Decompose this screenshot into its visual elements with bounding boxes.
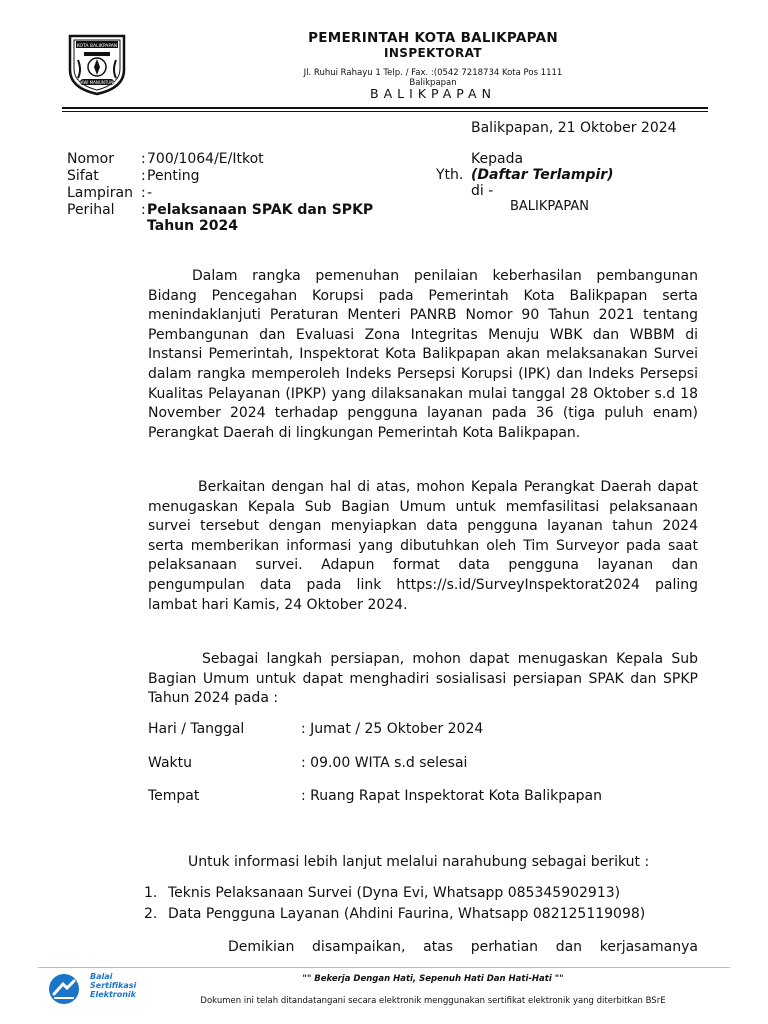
list-text: Teknis Pelaksanaan Survei (Dyna Evi, Whatsapp 085345902913) — [168, 885, 621, 901]
logo-text-bottom: GAWI MANUNTUNG — [77, 80, 117, 85]
footer-motto: "" Bekerja Dengan Hati, Sepenuh Hati Dan Hati-Hati "" — [302, 974, 564, 984]
meta-value: - — [147, 185, 153, 201]
meta-colon: : — [141, 202, 146, 218]
paragraph-3 — [148, 650, 698, 709]
recipient-yth: Yth. — [436, 167, 464, 183]
meta-value: Penting — [147, 168, 200, 184]
paragraph-text: Sebagai langkah persiapan, mohon dapat menugaskan Kepala Sub Bagian Umum untuk dapat menghadiri sosialisasi persiapan SPAK dan SPKP Tahun 2024 pada : — [148, 651, 698, 707]
unit-name: INSPEKTORAT — [383, 46, 482, 60]
meta-label: Lampiran — [67, 185, 134, 201]
meta-value: 700/1064/E/Itkot — [147, 151, 264, 167]
schedule-value: : Ruang Rapat Inspektorat Kota Balikpapan — [301, 788, 603, 804]
organization-name: PEMERINTAH KOTA BALIKPAPAN — [308, 30, 558, 46]
meta-value-subject-line2: Tahun 2024 — [147, 218, 238, 234]
meta-label: Sifat — [67, 168, 99, 184]
paragraph-text: Dalam rangka pemenuhan penilaian keberhasilan pembangunan Bidang Pencegahan Korupsi pada Pemerintah Kota Balikpapan serta menindaklanjuti Peraturan Menteri PANRB Nomor 90 Tahun 2021 tentang Pembangunan dan Evaluasi Zona Integritas Menuju WBK dan WBBM di Instansi Pemerintah, Inspektorat Kota Balikpapan akan melaksanakan Survei dalam rangka memperoleh Indeks Persepsi Korupsi (IPK) dan Indeks Persepsi Kualitas Pelayanan (IPKP) yang dilaksanakan mulai tanggal 28 Oktober s.d 18 November 2024 terhadap pengguna layanan pada 36 (tiga puluh enam) Perangkat Daerah di lingkungan Pemerintah Kota Balikpapan. — [148, 268, 698, 441]
bsre-logo — [46, 972, 156, 1006]
meta-value-subject: Pelaksanaan SPAK dan SPKP — [147, 202, 374, 218]
address — [150, 68, 716, 88]
contact-intro: Untuk informasi lebih lanjut melalui narahubung sebagai berikut : — [188, 854, 650, 870]
list-number: 1. — [144, 885, 158, 901]
schedule-value: : Jumat / 25 Oktober 2024 — [301, 721, 484, 737]
paragraph-2 — [148, 478, 698, 615]
bsre-text-2: Sertifikasi — [90, 981, 137, 990]
recipient-place: BALIKPAPAN — [510, 199, 589, 214]
list-item — [144, 883, 645, 904]
contact-list — [144, 883, 645, 925]
bsre-text-3: Elektronik — [90, 990, 136, 999]
list-text: Data Pengguna Layanan (Ahdini Faurina, Whatsapp 082125119098) — [168, 906, 646, 922]
recipient-di: di - — [471, 183, 494, 199]
schedule-value: : 09.00 WITA s.d selesai — [301, 755, 468, 771]
list-number: 2. — [144, 906, 158, 922]
paragraph-1 — [148, 267, 698, 443]
schedule-label: Hari / Tanggal — [148, 721, 245, 737]
logo-text-top: KOTA BALIKPAPAN — [76, 44, 118, 49]
recipient-name: (Daftar Terlampir) — [471, 167, 614, 183]
address-line-1: Jl. Ruhui Rahayu 1 Telp. / Fax. :(0542 7218734 Kota Pos 1111 — [303, 68, 563, 78]
bsre-text-1: Balai — [90, 972, 113, 981]
paragraph-text: Berkaitan dengan hal di atas, mohon Kepala Perangkat Daerah dapat menugaskan Kepala Sub Bagian Umum untuk memfasilitasi pelaksanaan survei tersebut dengan menyiapkan data pengguna layanan tahun 2024 serta memberikan informasi yang dibutuhkan oleh Tim Surveyor pada saat pelaksanaan survei. Adapun format data pengguna layanan dan pengumpulan data pada link https://s.id/SurveyInspektorat2024 paling lambat hari Kamis, 24 Oktober 2024. — [148, 479, 698, 613]
schedule-label: Tempat — [148, 788, 200, 804]
recipient-kepada: Kepada — [471, 151, 524, 167]
city-emblem-logo — [64, 30, 130, 96]
footer-disclaimer: Dokumen ini telah ditandatangani secara elektronik menggunakan sertifikat elektronik yang diterbitkan BSrE — [200, 996, 666, 1006]
schedule-label: Waktu — [148, 755, 192, 771]
letter-date: Balikpapan, 21 Oktober 2024 — [471, 120, 677, 136]
meta-colon: : — [141, 168, 146, 184]
letterhead-rule-thin — [62, 111, 708, 112]
letterhead-rule-thick — [62, 107, 708, 109]
footer-divider — [38, 967, 730, 968]
bsre-icon — [46, 972, 82, 1006]
address-line-2: Balikpapan — [409, 78, 457, 88]
meta-label: Nomor — [67, 151, 114, 167]
meta-colon: : — [141, 185, 146, 201]
city-name: BALIKPAPAN — [370, 86, 496, 101]
list-item — [144, 904, 645, 925]
meta-label: Perihal — [67, 202, 115, 218]
meta-colon: : — [141, 151, 146, 167]
closing-text: Demikian disampaikan, atas perhatian dan kerjasamanya — [228, 939, 698, 955]
